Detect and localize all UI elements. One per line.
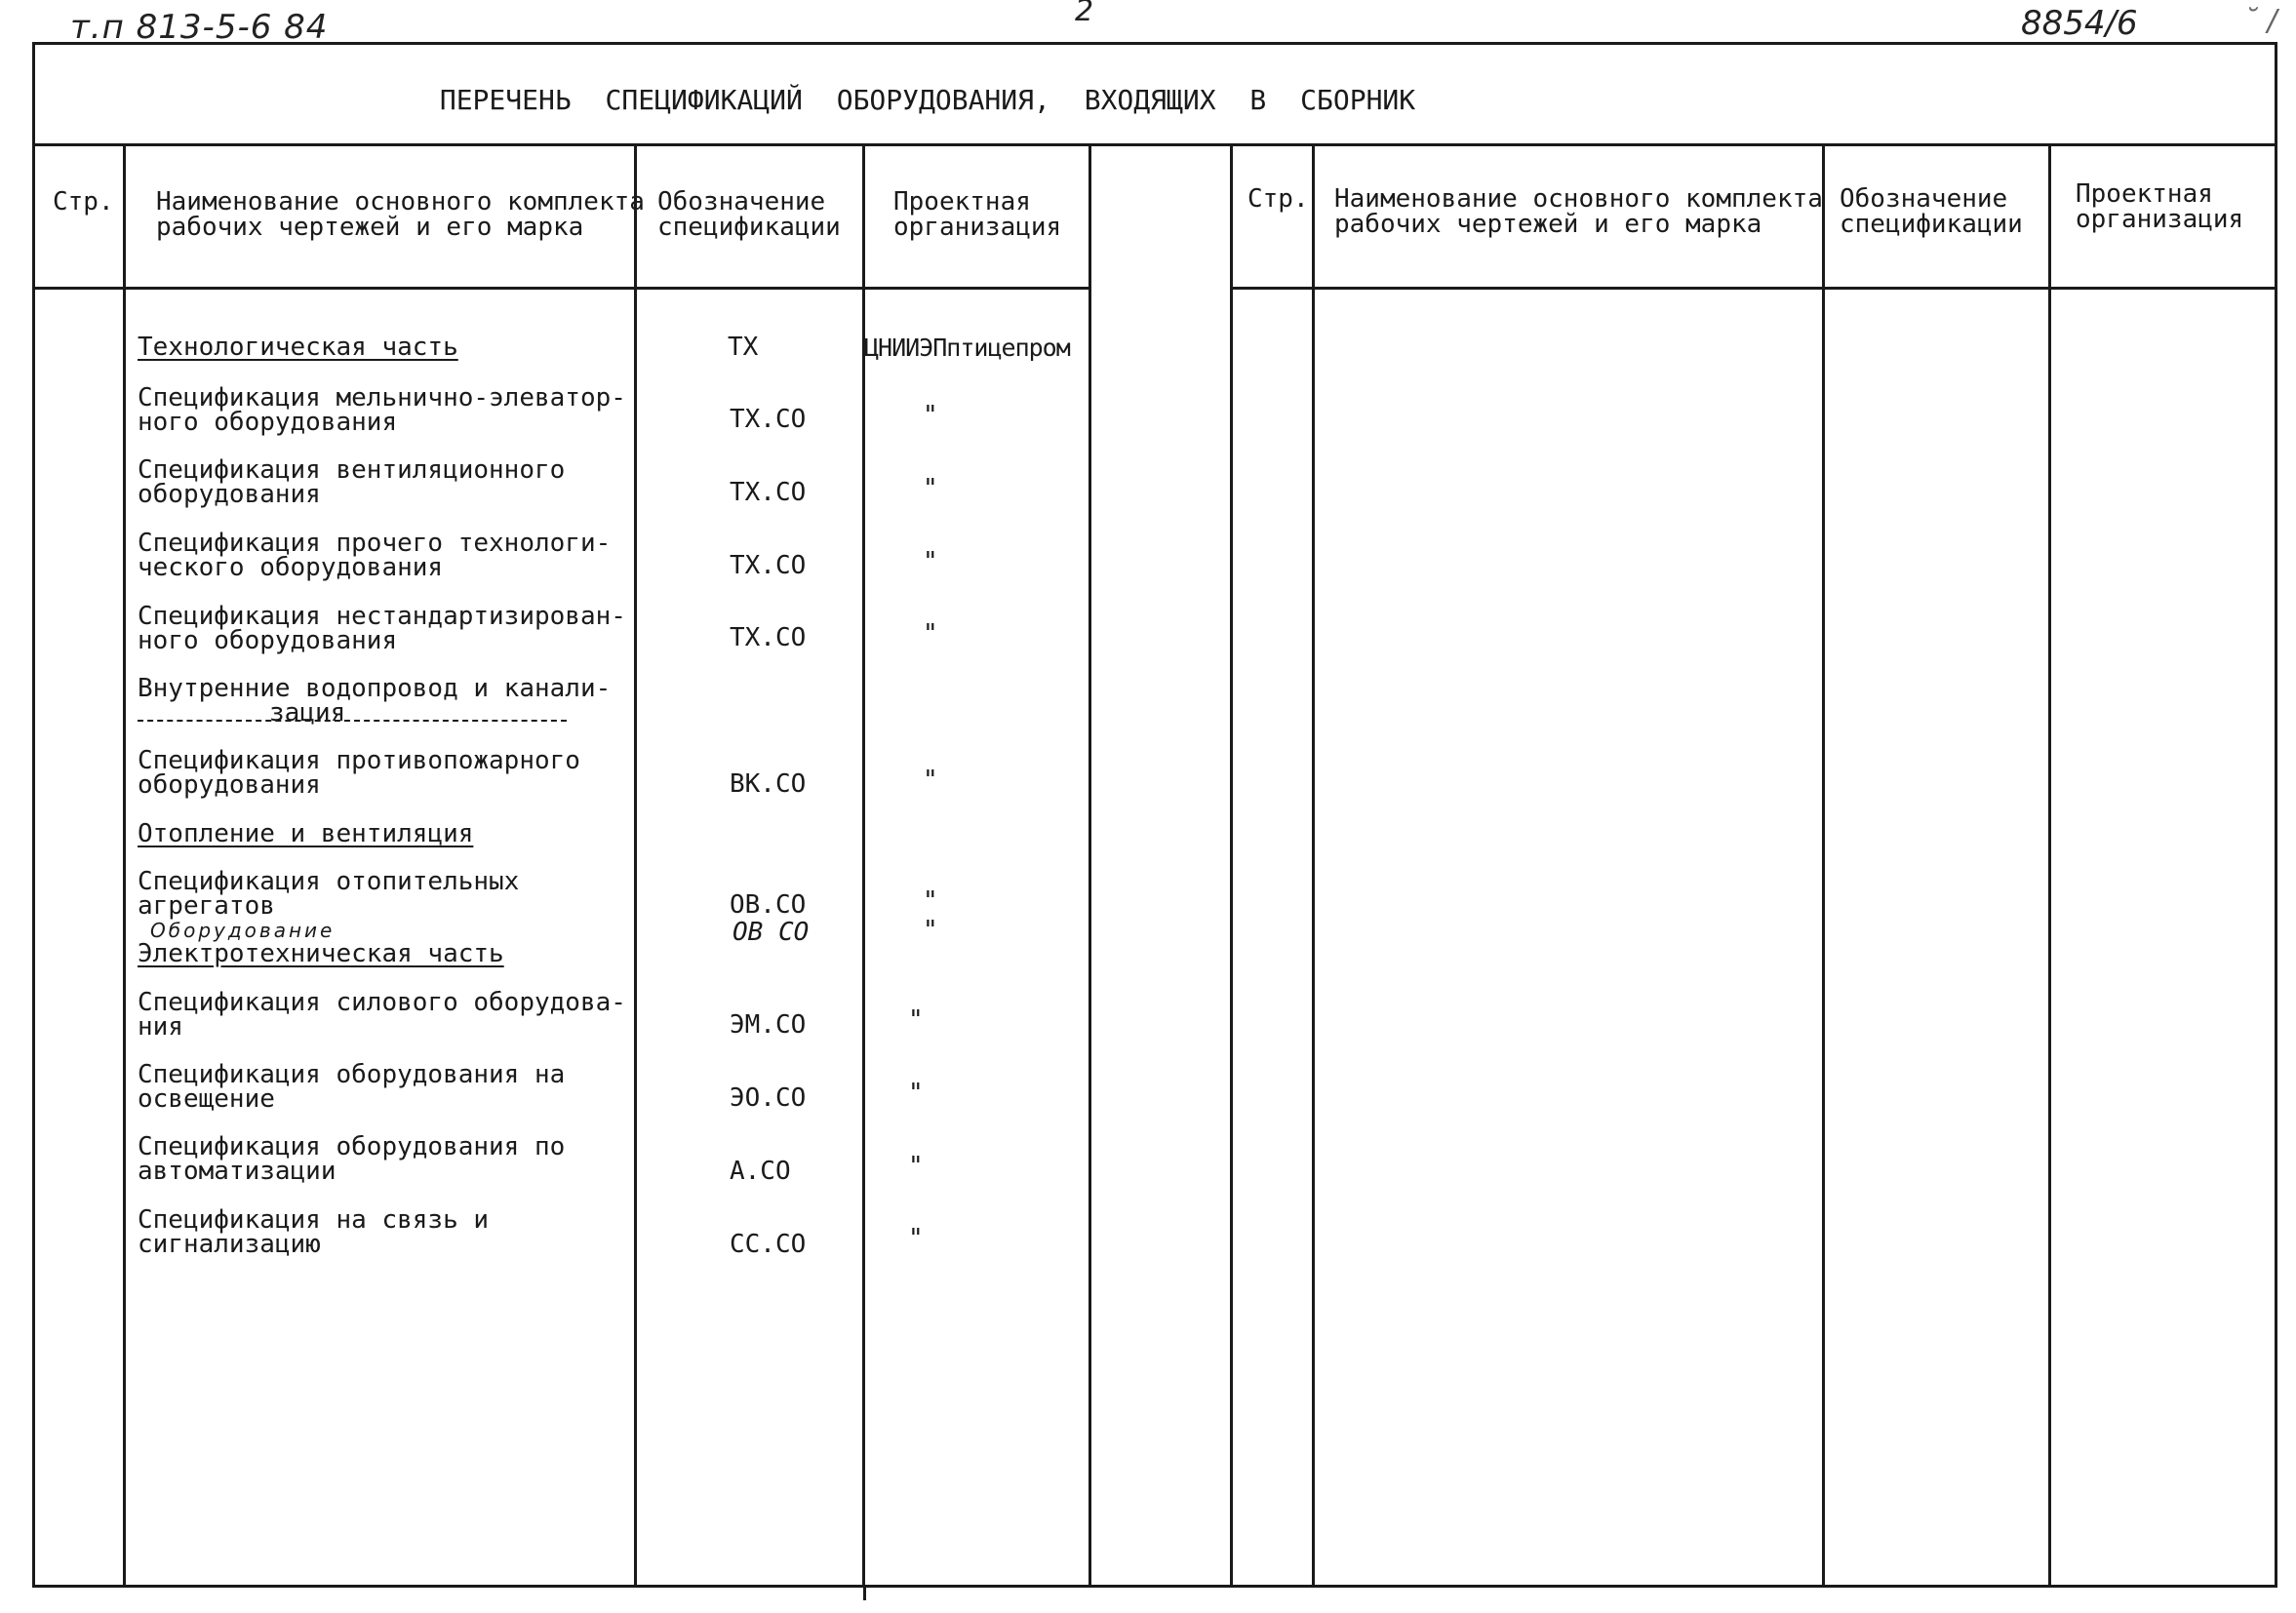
header-name-line2: рабочих чертежей и его марка [156, 213, 584, 242]
item-name-line1: Спецификация нестандартизирован- [138, 602, 626, 631]
ditto-mark: " [923, 886, 938, 916]
item-name-line2: ного оборудования [138, 626, 398, 655]
left-header-divider [35, 287, 1091, 290]
right-col-divider-2 [1822, 146, 1825, 1588]
handwritten-spec-code: ОВ СО [732, 918, 810, 947]
header-name-line1: Наименование основного комплекта [156, 187, 645, 216]
header-org-line2: организация [893, 213, 1062, 242]
header-org-line1: Проектная [2076, 179, 2213, 209]
item-name-line2: сигнализацию [138, 1230, 321, 1259]
ditto-mark: " [908, 1224, 924, 1253]
header-page: Стр. [53, 187, 114, 216]
section-title-water-line2: зация [269, 698, 346, 728]
ditto-mark: " [923, 916, 938, 945]
spec-code: ТХ.СО [730, 405, 807, 434]
spec-code: ТХ.СО [730, 551, 807, 580]
page-number: 2 [1075, 0, 1094, 28]
item-name-line1: Спецификация оборудования по [138, 1132, 566, 1161]
document-sheet [32, 42, 2277, 1588]
item-name-line1: Спецификация противопожарного [138, 746, 580, 775]
spec-code: ВК.СО [730, 769, 807, 799]
header-code-line2: спецификации [657, 213, 841, 242]
left-col-divider-3 [862, 146, 865, 1588]
header-code-line2: спецификации [1840, 210, 2023, 239]
item-name-line2: автоматизации [138, 1157, 336, 1186]
right-header-divider [1230, 287, 2275, 290]
spec-code: ТХ.СО [730, 623, 807, 652]
section-title-technology: Технологическая часть [138, 333, 458, 362]
design-organization: ЦНИИЭПптицепром [864, 334, 1070, 362]
ditto-mark: " [923, 766, 938, 795]
spec-code: ОВ.СО [730, 890, 807, 920]
ditto-mark: " [908, 1152, 924, 1181]
item-name-line2: оборудования [138, 480, 321, 509]
ditto-mark: " [923, 547, 938, 576]
item-name-line1: Спецификация мельнично-элеватор- [138, 383, 626, 413]
section-title-electrical: Электротехническая часть [138, 939, 504, 968]
spec-code: ЭО.СО [730, 1083, 807, 1113]
right-col-divider-3 [2048, 146, 2051, 1588]
spec-code: ТХ.СО [730, 478, 807, 507]
header-page: Стр. [1247, 184, 1309, 214]
ditto-mark: " [923, 474, 938, 503]
section-title-water: Внутренние водопровод и канали- [138, 674, 612, 703]
spec-code: СС.СО [730, 1230, 807, 1259]
item-name-line1: Спецификация отопительных [138, 867, 520, 896]
ditto-mark: " [908, 1079, 924, 1108]
section-underline [138, 698, 567, 728]
header-name-line2: рабочих чертежей и его марка [1334, 210, 1762, 239]
spec-code: ТХ [728, 333, 759, 362]
item-name-line2: агрегатов [138, 891, 275, 921]
ditto-mark: " [923, 401, 938, 430]
item-name-line2: оборудования [138, 770, 321, 800]
spec-code: ЭМ.СО [730, 1010, 807, 1040]
left-table-right-border [1089, 146, 1091, 1588]
drawing-reference-left: т.п 813-5-6 84 [70, 8, 329, 47]
ditto-mark: " [923, 619, 938, 649]
inventory-number: 8854/6 [2021, 4, 2138, 43]
left-col-divider-2 [634, 146, 637, 1588]
section-title-heating: Отопление и вентиляция [138, 819, 474, 848]
header-code-line1: Обозначение [657, 187, 826, 216]
item-name-line1: Спецификация вентиляционного [138, 455, 566, 485]
stray-line [863, 1585, 866, 1600]
handwritten-item-name: Оборудование [150, 919, 336, 942]
item-name-line1: Спецификация оборудования на [138, 1060, 566, 1089]
header-name-line1: Наименование основного комплекта [1334, 184, 1823, 214]
spec-code: А.СО [730, 1157, 791, 1186]
header-org-line1: Проектная [893, 187, 1031, 216]
corner-mark: ˘ / [2243, 4, 2277, 38]
item-name-line1: Спецификация на связь и [138, 1205, 490, 1235]
item-name-line2: ния [138, 1012, 183, 1042]
header-org-line2: организация [2076, 205, 2244, 234]
page-title: ПЕРЕЧЕНЬ СПЕЦИФИКАЦИЙ ОБОРУДОВАНИЯ, ВХОДЯЩИХ В СБОРНИК [439, 84, 1416, 116]
item-name-line1: Спецификация силового оборудова- [138, 988, 626, 1017]
item-name-line2: ческого оборудования [138, 553, 444, 582]
right-col-divider-1 [1312, 146, 1315, 1588]
title-divider [35, 143, 2275, 146]
left-col-divider-1 [123, 146, 126, 1588]
ditto-mark: " [908, 1005, 924, 1035]
right-table-left-border [1230, 146, 1233, 1588]
item-name-line2: ного оборудования [138, 408, 398, 437]
header-code-line1: Обозначение [1840, 184, 2008, 214]
item-name-line2: освещение [138, 1084, 275, 1114]
item-name-line1: Спецификация прочего технологи- [138, 529, 612, 558]
